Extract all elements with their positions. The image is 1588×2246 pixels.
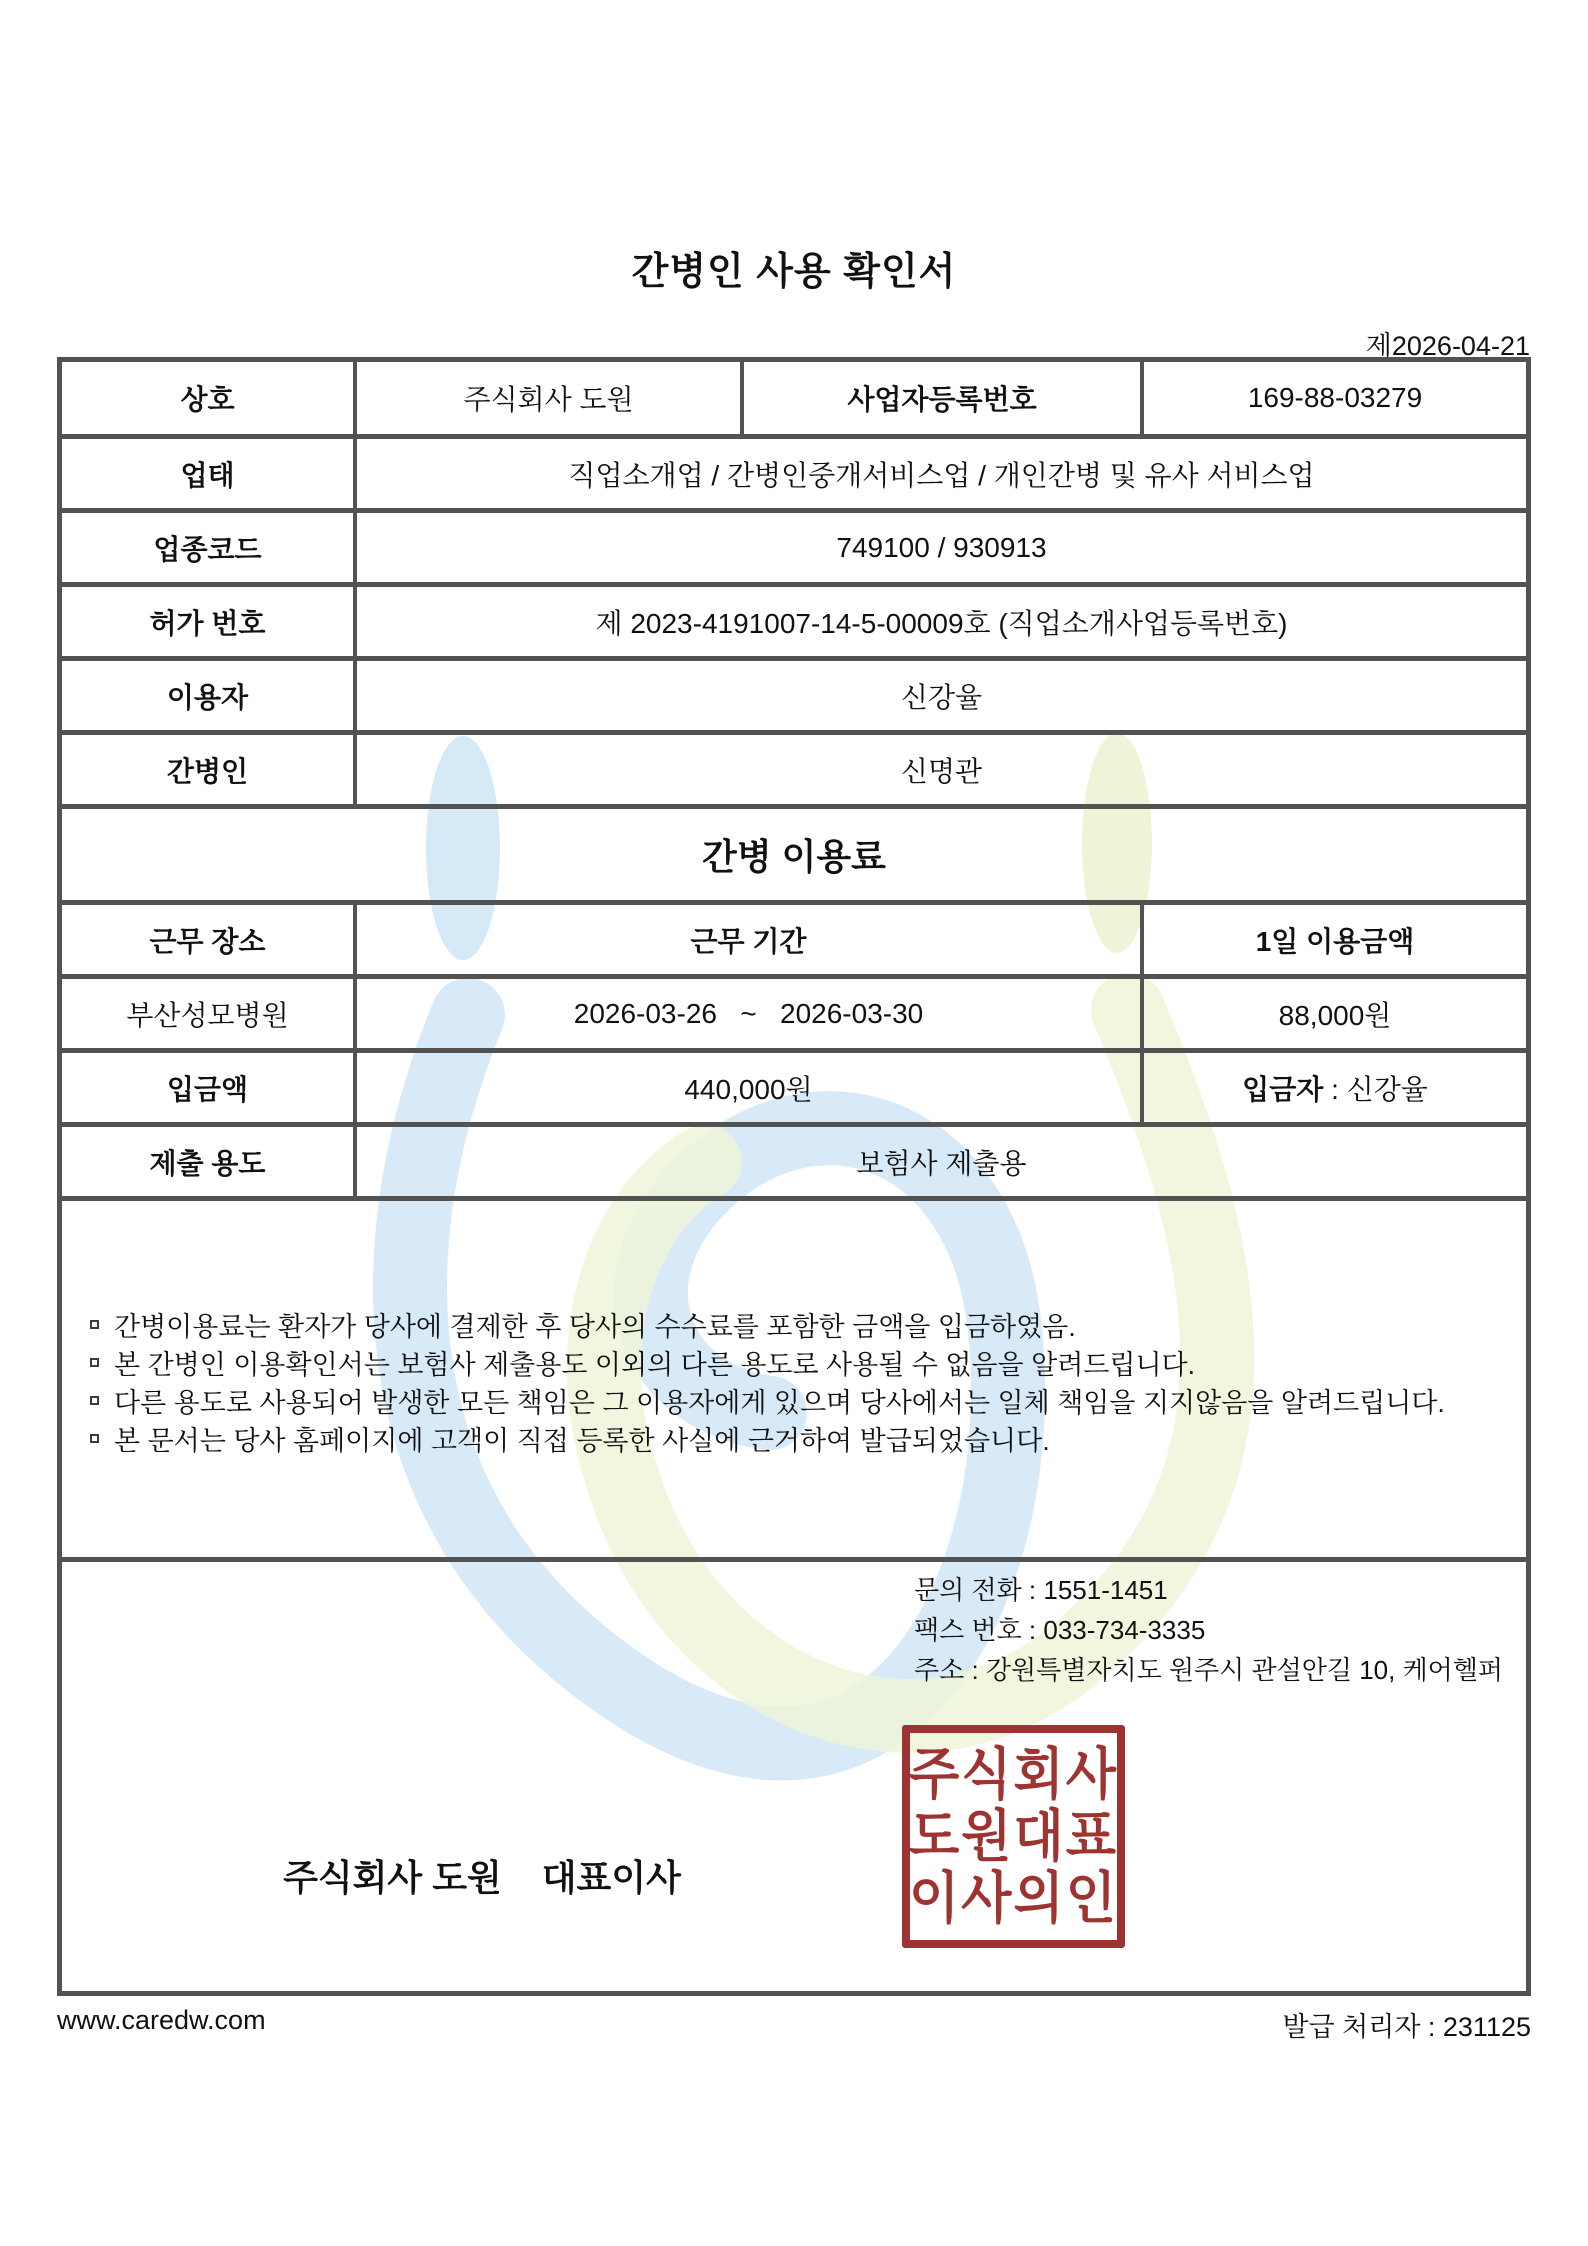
note-item [90,1343,1508,1381]
square-bullet-icon [90,1434,99,1443]
caregiver-value: 신명관 [353,735,1526,804]
footer-issuer: 발급 처리자 : 231125 [1282,2012,1531,2042]
work-period-value: 2026-03-26 ~ 2026-03-30 [353,979,1140,1048]
purpose-label: 제출 용도 [149,1147,266,1179]
company-value: 주식회사 도원 [353,362,740,434]
work-place-value: 부산성모병원 [126,999,289,1031]
contact-fax: 팩스 번호 : 033-734-3335 [914,1615,1206,1645]
signature-line [62,1850,902,1901]
note-text: 간병이용료는 환자가 당사에 결제한 후 당사의 수수료를 포함한 금액을 입금하였음. [114,1311,1076,1342]
note-item [90,1419,1508,1457]
table-row-caregiver [62,730,1526,804]
seal-text-line: 도원대표 [909,1805,1118,1868]
note-text: 본 간병인 이용확인서는 보험사 제출용도 이외의 다른 용도로 사용될 수 없음을 알려드립니다. [114,1349,1196,1380]
seal-text-line: 이사의인 [909,1867,1118,1930]
certificate-table [57,357,1531,1996]
depositor-cell [1140,1053,1526,1122]
corporate-seal-stamp [902,1725,1125,1948]
work-period-header: 근무 기간 [353,905,1140,974]
deposit-label: 입금액 [166,1073,249,1105]
doc-number: 제2026-04-21 [1365,331,1530,361]
table-row-deposit [62,1048,1526,1122]
table-row-user [62,656,1526,730]
purpose-value: 보험사 제출용 [353,1127,1526,1196]
biz-type-value: 직업소개업 / 간병인중개서비스업 / 개인간병 및 유사 서비스업 [353,439,1526,508]
daily-fee-value: 88,000원 [1140,979,1526,1048]
table-row-notes [62,1196,1526,1557]
note-item [90,1381,1508,1419]
contact-block [914,1570,1503,1690]
signature-company: 주식회사 도원 [283,1857,502,1898]
page-title: 간병인 사용 확인서 [631,251,957,293]
biz-reg-label: 사업자등록번호 [740,362,1140,434]
work-place-header: 근무 장소 [149,925,266,957]
table-row-purpose [62,1122,1526,1196]
table-row-section-title [62,804,1526,900]
signature-role: 대표이사 [541,1857,681,1898]
user-label: 이용자 [166,681,249,713]
company-label: 상호 [180,384,235,415]
table-row-permit [62,582,1526,656]
footer-website: www.caredw.com [57,2005,266,2035]
table-row-industry-code [62,508,1526,582]
table-row-company [62,362,1526,434]
daily-fee-header: 1일 이용금액 [1140,905,1526,974]
contact-phone: 문의 전화 : 1551-1451 [914,1575,1168,1605]
square-bullet-icon [90,1358,99,1367]
industry-code-label: 업종코드 [153,533,262,565]
industry-code-value: 749100 / 930913 [353,513,1526,582]
biz-type-label: 업태 [180,459,235,491]
table-row-signature [62,1557,1526,1991]
square-bullet-icon [90,1396,99,1405]
biz-reg-value: 169-88-03279 [1140,362,1526,434]
fee-section-title: 간병 이용료 [702,836,886,877]
table-row-work-headers [62,900,1526,974]
permit-label: 허가 번호 [149,607,266,639]
notes-list [62,1201,1526,1557]
user-value: 신강율 [353,661,1526,730]
square-bullet-icon [90,1320,99,1329]
note-item [90,1305,1508,1343]
table-row-work-data [62,974,1526,1048]
note-text: 다른 용도로 사용되어 발생한 모든 책임은 그 이용자에게 있으며 당사에서는 일체 책임을 지지않음을 알려드립니다. [114,1387,1445,1418]
caregiver-label: 간병인 [166,755,249,787]
note-text: 본 문서는 당사 홈페이지에 고객이 직접 등록한 사실에 근거하여 발급되었습니다. [114,1425,1050,1456]
table-row-biz-type [62,434,1526,508]
deposit-amount: 440,000원 [353,1053,1140,1122]
depositor-label: 입금자 [1242,1073,1324,1105]
depositor-name: : 신강율 [1323,1073,1428,1105]
permit-value: 제 2023-4191007-14-5-00009호 (직업소개사업등록번호) [353,587,1526,656]
contact-address: 주소 : 강원특별자치도 원주시 관설안길 10, 케어헬퍼 [914,1655,1504,1685]
seal-text-line: 주식회사 [909,1743,1118,1806]
